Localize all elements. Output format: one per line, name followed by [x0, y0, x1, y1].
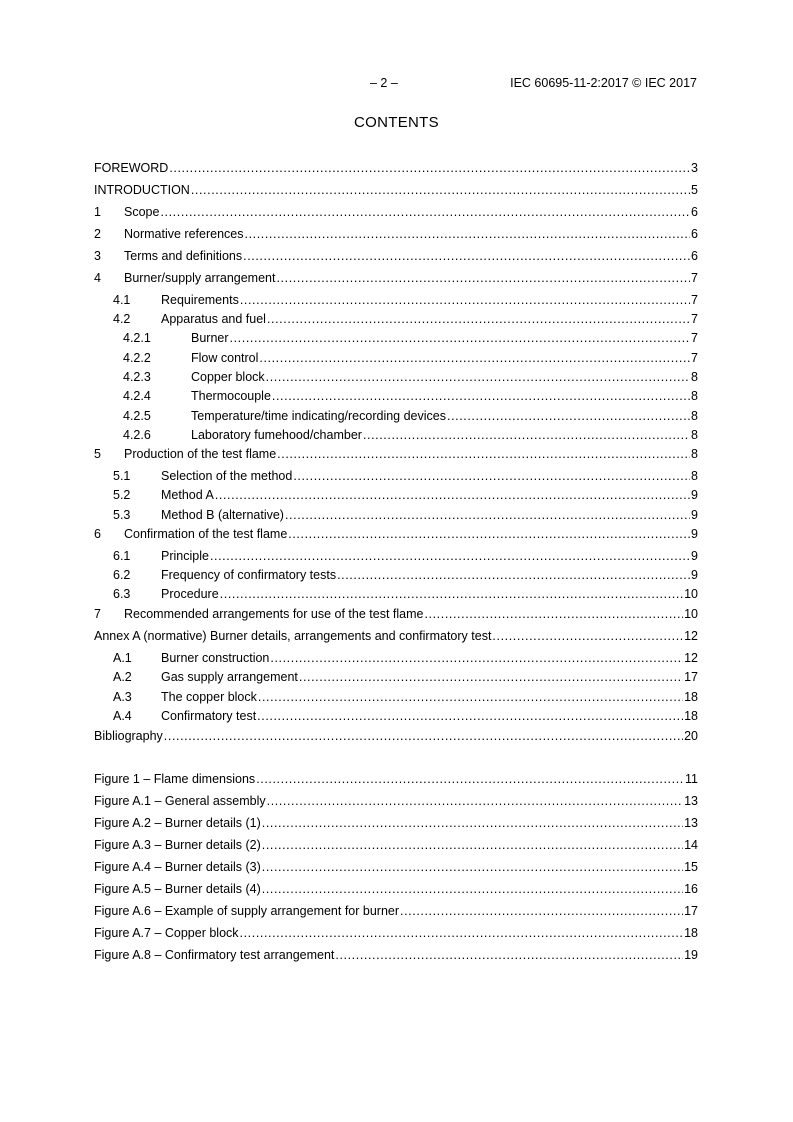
- toc-entry-number: 4.2.3: [123, 370, 151, 384]
- toc-entry-number: 7: [94, 607, 101, 621]
- toc-entry[interactable]: [94, 158, 698, 176]
- dot-leader: [191, 183, 690, 198]
- toc-entry-label: The copper block: [161, 690, 257, 704]
- toc-entry[interactable]: [94, 202, 698, 220]
- toc-entry-page: 18: [684, 709, 698, 723]
- dot-leader: [363, 428, 690, 443]
- toc-entry-label: Burner: [191, 331, 229, 345]
- dot-leader: [240, 293, 690, 308]
- standard-reference: IEC 60695-11-2:2017 © IEC 2017: [510, 76, 697, 90]
- toc-entry[interactable]: [123, 425, 698, 443]
- toc-entry-page: 9: [691, 488, 698, 502]
- toc-entry-page: 9: [691, 527, 698, 541]
- toc-entry-label: Principle: [161, 549, 209, 563]
- toc-entry-label: Scope: [124, 205, 160, 219]
- toc-entry-page: 6: [691, 227, 698, 241]
- toc-entry-label: Terms and definitions: [124, 249, 243, 263]
- figure-entry[interactable]: [94, 923, 698, 941]
- toc-entry-page: 14: [684, 838, 698, 852]
- toc-entry-number: 5.2: [113, 488, 131, 502]
- toc-entry-number: A.2: [113, 670, 132, 684]
- toc-entry-number: 4.2: [113, 312, 131, 326]
- toc-entry[interactable]: [113, 667, 698, 685]
- toc-entry[interactable]: [94, 444, 698, 462]
- dot-leader: [245, 227, 691, 242]
- figure-entry[interactable]: [94, 769, 698, 787]
- figure-entry[interactable]: [94, 879, 698, 897]
- toc-entry-page: 13: [684, 816, 698, 830]
- toc-entry-page: 9: [691, 568, 698, 582]
- toc-entry-page: 12: [684, 629, 698, 643]
- toc-entry-label: Laboratory fumehood/chamber: [191, 428, 362, 442]
- toc-entry-label: Procedure: [161, 587, 219, 601]
- toc-entry-label: Figure A.4 – Burner details (3): [94, 860, 261, 874]
- toc-entry-label: Figure A.7 – Copper block: [94, 926, 239, 940]
- toc-entry[interactable]: [123, 367, 698, 385]
- toc-entry-label: Figure A.3 – Burner details (2): [94, 838, 261, 852]
- toc-entry-label: Requirements: [161, 293, 239, 307]
- toc-entry-page: 7: [691, 331, 698, 345]
- toc-entry-number: 6: [94, 527, 101, 541]
- toc-entry-page: 18: [684, 926, 698, 940]
- toc-entry[interactable]: [113, 485, 698, 503]
- dot-leader: [262, 860, 683, 875]
- toc-entry-page: 8: [691, 370, 698, 384]
- dot-leader: [262, 882, 683, 897]
- toc-entry-label: Annex A (normative) Burner details, arrangements and confirmatory test: [94, 629, 492, 643]
- toc-entry-label: Figure A.6 – Example of supply arrangement for burner: [94, 904, 400, 918]
- toc-entry[interactable]: [113, 706, 698, 724]
- toc-entry-number: A.3: [113, 690, 132, 704]
- dot-leader: [270, 651, 683, 666]
- page-title: CONTENTS: [354, 114, 439, 131]
- toc-entry[interactable]: [123, 406, 698, 424]
- dot-leader: [277, 447, 690, 462]
- figure-entry[interactable]: [94, 835, 698, 853]
- toc-entry-number: 4.2.6: [123, 428, 151, 442]
- toc-entry-number: A.4: [113, 709, 132, 723]
- toc-entry-page: 16: [684, 882, 698, 896]
- toc-entry[interactable]: [94, 726, 698, 744]
- page-number: – 2 –: [370, 76, 398, 90]
- dot-leader: [256, 772, 684, 787]
- dot-leader: [169, 161, 690, 176]
- toc-entry-page: 19: [684, 948, 698, 962]
- toc-entry[interactable]: [113, 584, 698, 602]
- toc-entry-number: 6.1: [113, 549, 131, 563]
- dot-leader: [267, 312, 690, 327]
- dot-leader: [240, 926, 684, 941]
- toc-entry-label: Figure A.1 – General assembly: [94, 794, 266, 808]
- dot-leader: [262, 816, 683, 831]
- toc-entry-page: 7: [691, 271, 698, 285]
- toc-entry[interactable]: [113, 648, 698, 666]
- toc-entry-label: Temperature/time indicating/recording devices: [191, 409, 446, 423]
- dot-leader: [215, 488, 690, 503]
- toc-entry-page: 8: [691, 447, 698, 461]
- toc-entry-page: 5: [691, 183, 698, 197]
- toc-entry-label: Figure A.5 – Burner details (4): [94, 882, 261, 896]
- toc-entry-label: Recommended arrangements for use of the test flame: [124, 607, 424, 621]
- toc-entry[interactable]: [113, 546, 698, 564]
- toc-entry[interactable]: [94, 268, 698, 286]
- figure-entry[interactable]: [94, 813, 698, 831]
- toc-entry-label: Burner construction: [161, 651, 270, 665]
- dot-leader: [299, 670, 683, 685]
- toc-entry-number: 4.2.5: [123, 409, 151, 423]
- toc-entry-label: Production of the test flame: [124, 447, 277, 461]
- toc-entry-page: 8: [691, 389, 698, 403]
- toc-entry-label: Method B (alternative): [161, 508, 284, 522]
- toc-entry[interactable]: [113, 565, 698, 583]
- toc-entry[interactable]: [113, 309, 698, 327]
- toc-entry-page: 7: [691, 351, 698, 365]
- toc-entry-page: 12: [684, 651, 698, 665]
- toc-entry-label: Figure A.2 – Burner details (1): [94, 816, 261, 830]
- toc-entry-page: 17: [684, 670, 698, 684]
- toc-entry-number: 5: [94, 447, 101, 461]
- toc-entry-label: Confirmation of the test flame: [124, 527, 288, 541]
- toc-entry[interactable]: [94, 224, 698, 242]
- dot-leader: [293, 469, 690, 484]
- figure-entry[interactable]: [94, 857, 698, 875]
- toc-entry-number: 4.2.1: [123, 331, 151, 345]
- toc-entry-label: Figure 1 – Flame dimensions: [94, 772, 256, 786]
- toc-entry-page: 13: [684, 794, 698, 808]
- toc-entry-number: 5.1: [113, 469, 131, 483]
- dot-leader: [337, 568, 690, 583]
- toc-entry-page: 7: [691, 293, 698, 307]
- toc-entry[interactable]: [113, 687, 698, 705]
- dot-leader: [160, 205, 690, 220]
- toc-entry-page: 11: [685, 772, 698, 786]
- dot-leader: [262, 838, 683, 853]
- toc-entry-label: Thermocouple: [191, 389, 271, 403]
- toc-entry-label: Apparatus and fuel: [161, 312, 266, 326]
- toc-entry[interactable]: [123, 328, 698, 346]
- toc-entry-page: 17: [684, 904, 698, 918]
- dot-leader: [447, 409, 690, 424]
- toc-entry-label: Copper block: [191, 370, 265, 384]
- dot-leader: [257, 709, 683, 724]
- toc-entry-number: 4.2.4: [123, 389, 151, 403]
- toc-entry[interactable]: [94, 604, 698, 622]
- dot-leader: [210, 549, 690, 564]
- figure-entry[interactable]: [94, 901, 698, 919]
- toc-entry-number: 4: [94, 271, 101, 285]
- toc-entry-label: Burner/supply arrangement: [124, 271, 276, 285]
- dot-leader: [288, 527, 690, 542]
- toc-entry[interactable]: [113, 505, 698, 523]
- dot-leader: [230, 331, 691, 346]
- dot-leader: [285, 508, 690, 523]
- toc-entry-label: Method A: [161, 488, 214, 502]
- toc-entry-label: Bibliography: [94, 729, 163, 743]
- dot-leader: [424, 607, 683, 622]
- toc-entry-page: 9: [691, 549, 698, 563]
- toc-entry[interactable]: [113, 290, 698, 308]
- toc-entry[interactable]: [94, 524, 698, 542]
- toc-entry-page: 8: [691, 409, 698, 423]
- toc-entry[interactable]: [94, 246, 698, 264]
- toc-entry-label: Frequency of confirmatory tests: [161, 568, 337, 582]
- dot-leader: [243, 249, 690, 264]
- toc-entry-page: 6: [691, 249, 698, 263]
- toc-entry-page: 18: [684, 690, 698, 704]
- toc-entry-number: 6.3: [113, 587, 131, 601]
- toc-entry-number: 4.1: [113, 293, 131, 307]
- toc-entry-number: A.1: [113, 651, 132, 665]
- dot-leader: [267, 794, 683, 809]
- toc-entry-label: Confirmatory test: [161, 709, 257, 723]
- toc-entry[interactable]: [113, 466, 698, 484]
- toc-entry-label: Figure A.8 – Confirmatory test arrangement: [94, 948, 335, 962]
- dot-leader: [258, 690, 683, 705]
- toc-entry-number: 5.3: [113, 508, 131, 522]
- toc-entry[interactable]: [94, 180, 698, 198]
- toc-entry-page: 3: [691, 161, 698, 175]
- dot-leader: [276, 271, 690, 286]
- toc-entry-page: 8: [691, 428, 698, 442]
- toc-entry-label: INTRODUCTION: [94, 183, 190, 197]
- dot-leader: [335, 948, 683, 963]
- toc-entry-number: 1: [94, 205, 101, 219]
- toc-entry-page: 15: [684, 860, 698, 874]
- toc-entry-number: 4.2.2: [123, 351, 151, 365]
- dot-leader: [272, 389, 690, 404]
- toc-entry-page: 20: [684, 729, 698, 743]
- dot-leader: [164, 729, 683, 744]
- toc-entry-number: 2: [94, 227, 101, 241]
- toc-entry[interactable]: [94, 626, 698, 644]
- toc-entry-number: 6.2: [113, 568, 131, 582]
- toc-entry-label: Gas supply arrangement: [161, 670, 298, 684]
- toc-entry-label: Flow control: [191, 351, 259, 365]
- figure-entry[interactable]: [94, 945, 698, 963]
- dot-leader: [266, 370, 690, 385]
- toc-entry[interactable]: [123, 348, 698, 366]
- dot-leader: [400, 904, 683, 919]
- toc-entry-page: 7: [691, 312, 698, 326]
- toc-entry-page: 10: [684, 587, 698, 601]
- dot-leader: [220, 587, 683, 602]
- toc-entry-label: Selection of the method: [161, 469, 293, 483]
- toc-entry-label: Normative references: [124, 227, 244, 241]
- toc-entry-label: FOREWORD: [94, 161, 169, 175]
- toc-entry[interactable]: [123, 386, 698, 404]
- dot-leader: [259, 351, 690, 366]
- toc-entry-page: 10: [684, 607, 698, 621]
- dot-leader: [492, 629, 683, 644]
- toc-entry-page: 6: [691, 205, 698, 219]
- toc-entry-number: 3: [94, 249, 101, 263]
- toc-entry-page: 8: [691, 469, 698, 483]
- toc-entry-page: 9: [691, 508, 698, 522]
- figure-entry[interactable]: [94, 791, 698, 809]
